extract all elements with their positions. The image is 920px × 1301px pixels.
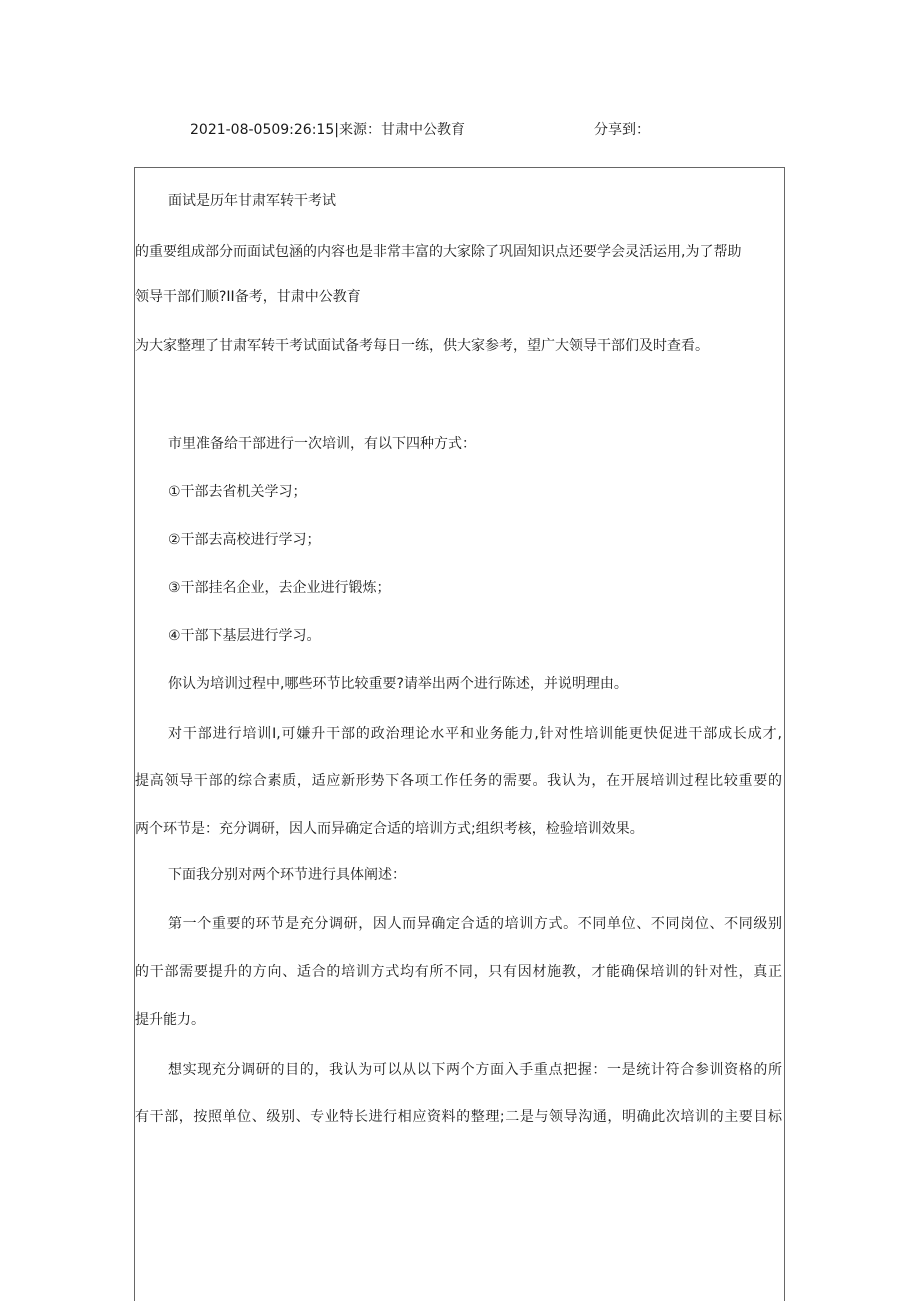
intro-line-2: 的重要组成部分而面试包涵的内容也是非常丰富的大家除了巩固知识点还要学会灵活运用,为了帮助 [135, 244, 742, 260]
answer-line-4: 下面我分别对两个环节进行具体阐述： [168, 867, 406, 883]
question-prompt: 你认为培训过程中,哪些环节比较重要?请举出两个进行陈述，并说明理由。 [168, 676, 628, 692]
share-label[interactable]: 分享到： [594, 122, 650, 138]
answer-line-5: 第一个重要的环节是充分调研，因人而异确定合适的培训方式。不同单位、不同岗位、不同级别 [168, 916, 782, 932]
article-meta [0, 119, 920, 141]
date-source: 2021-08-0509:26:15|来源：甘肃中公教育 [190, 122, 465, 138]
answer-line-7: 提升能力。 [135, 1012, 205, 1028]
option-3: ③干部挂名企业，去企业进行锻炼； [168, 580, 391, 596]
option-1: ①干部去省机关学习； [168, 484, 307, 500]
answer-line-1: 对干部进行培训I,可嫌升干部的政治理论水平和业务能力,针对性培训能更快促进干部成长成才, [168, 726, 782, 742]
answer-line-9: 有干部，按照单位、级别、专业特长进行相应资料的整理;二是与领导沟通，明确此次培训的主要目标 [135, 1109, 782, 1125]
intro-line-1: 面试是历年甘肃军转干考试 [168, 193, 336, 209]
answer-line-6: 的干部需要提升的方向、适合的培训方式均有所不同，只有因材施教，才能确保培训的针对性，真正 [135, 964, 782, 980]
option-4: ④干部下基层进行学习。 [168, 628, 321, 644]
intro-line-3: 领导干部们顺?II备考，甘肃中公教育 [135, 289, 361, 305]
option-2: ②干部去高校进行学习； [168, 532, 321, 548]
answer-line-8: 想实现充分调研的目的，我认为可以从以下两个方面入手重点把握：一是统计符合参训资格的所 [168, 1062, 782, 1078]
question-stem: 市里准备给干部进行一次培训，有以下四种方式： [168, 436, 476, 452]
answer-line-2: 提高领导干部的综合素质，适应新形势下各项工作任务的需要。我认为，在开展培训过程比较重要的 [135, 773, 782, 789]
article-body [134, 167, 785, 1301]
intro-line-4: 为大家整理了甘肃军转干考试面试备考每日一练，供大家参考，望广大领导干部们及时查看。 [135, 338, 709, 354]
answer-line-3: 两个环节是：充分调研，因人而异确定合适的培训方式;组织考核，检验培训效果。 [135, 821, 644, 837]
